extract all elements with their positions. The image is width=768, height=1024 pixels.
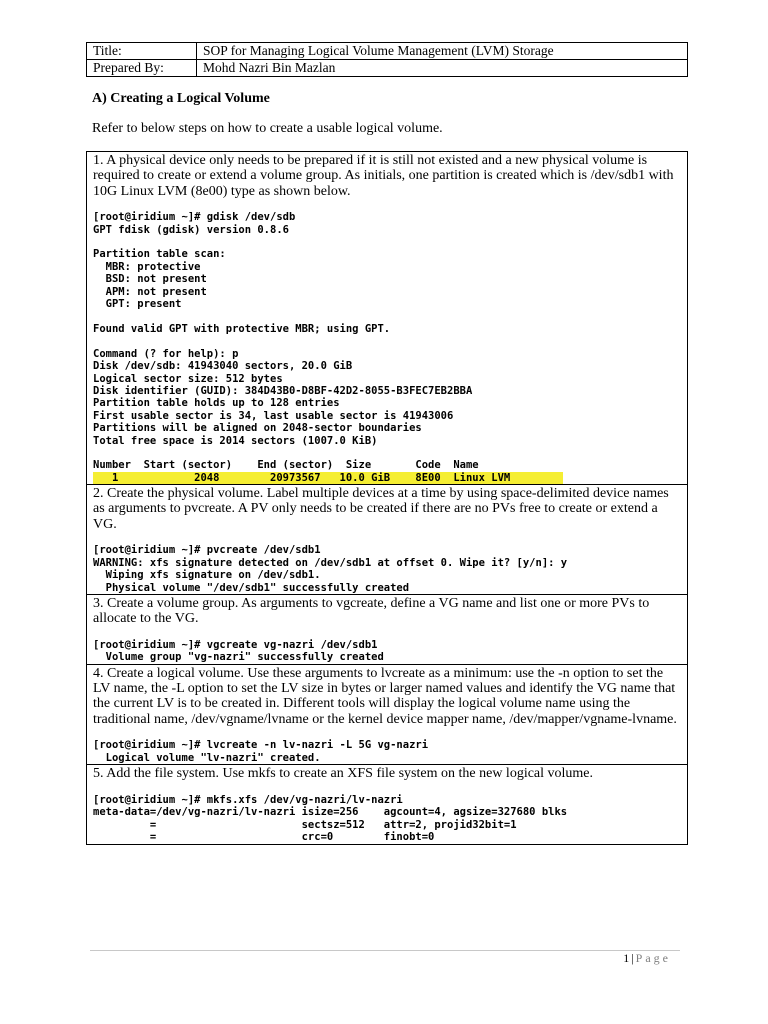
terminal-line bbox=[93, 360, 681, 372]
terminal-line-text: APM: not present bbox=[93, 285, 207, 298]
spacer bbox=[93, 199, 681, 211]
terminal-line bbox=[93, 261, 681, 273]
terminal-line-text: = crc=0 finobt=0 bbox=[93, 831, 435, 844]
spacer bbox=[93, 727, 681, 739]
page-footer bbox=[623, 951, 671, 966]
terminal-line bbox=[93, 397, 681, 409]
terminal-line bbox=[93, 410, 681, 422]
title-label: Title: bbox=[87, 43, 197, 60]
terminal-line bbox=[93, 248, 681, 260]
spacer bbox=[93, 782, 681, 794]
terminal-line-text: Disk identifier (GUID): 384D43B0-D8BF-42D2-8055-B3FEC7EB2BBA bbox=[93, 384, 473, 397]
terminal-line-text: Wiping xfs signature on /dev/sdb1. bbox=[93, 569, 321, 582]
footer-separator: | bbox=[631, 951, 634, 965]
terminal-line bbox=[93, 298, 681, 310]
terminal-output bbox=[93, 639, 681, 664]
terminal-output bbox=[93, 739, 681, 764]
terminal-line-text: meta-data=/dev/vg-nazri/lv-nazri isize=256 agcount=4, agsize=327680 blks bbox=[93, 806, 568, 819]
terminal-line-text: Disk /dev/sdb: 41943040 sectors, 20.0 GiB bbox=[93, 360, 353, 373]
terminal-line bbox=[93, 651, 681, 663]
terminal-line bbox=[93, 582, 681, 594]
terminal-line bbox=[93, 557, 681, 569]
title-value: SOP for Managing Logical Volume Management (LVM) Storage bbox=[197, 43, 688, 60]
terminal-line-text: Volume group "vg-nazri" successfully created bbox=[93, 651, 384, 664]
terminal-line bbox=[93, 273, 681, 285]
terminal-line-text: Physical volume "/dev/sdb1" successfully created bbox=[93, 581, 410, 594]
terminal-line-text: Partitions will be aligned on 2048-sector boundaries bbox=[93, 422, 422, 435]
terminal-line bbox=[93, 831, 681, 843]
terminal-line-text: GPT fdisk (gdisk) version 0.8.6 bbox=[93, 223, 289, 236]
terminal-line bbox=[93, 544, 681, 556]
terminal-line-text: [root@iridium ~]# vgcreate vg-nazri /dev/sdb1 bbox=[93, 639, 378, 652]
terminal-line bbox=[93, 739, 681, 751]
terminal-line bbox=[93, 211, 681, 223]
terminal-line bbox=[93, 335, 681, 347]
terminal-line bbox=[93, 569, 681, 581]
terminal-line bbox=[93, 806, 681, 818]
terminal-line bbox=[93, 435, 681, 447]
terminal-line-text: Number Start (sector) End (sector) Size Code Name bbox=[93, 459, 479, 472]
step-description: 2. Create the physical volume. Label multiple devices at a time by using space-delimited device names as arguments to pvcreate. A PV only needs to be created if there are no PVs free to create or extend a VG. bbox=[93, 486, 669, 532]
terminal-line-text: Found valid GPT with protective MBR; using GPT. bbox=[93, 322, 391, 335]
prepared-by-row bbox=[87, 60, 688, 77]
terminal-line bbox=[93, 236, 681, 248]
terminal-output bbox=[93, 211, 681, 484]
section-title: A) Creating a Logical Volume bbox=[92, 91, 270, 106]
step-3 bbox=[87, 594, 687, 664]
step-description: 3. Create a volume group. As arguments to vgcreate, define a VG name and list one or more PVs to allocate to the VG. bbox=[93, 596, 650, 627]
page-number: 1 bbox=[623, 951, 630, 965]
step-description: 5. Add the file system. Use mkfs to create an XFS file system on the new logical volume. bbox=[93, 766, 594, 782]
terminal-line-text: WARNING: xfs signature detected on /dev/sdb1 at offset 0. Wipe it? [y/n]: y bbox=[93, 556, 568, 569]
spacer bbox=[93, 627, 681, 639]
terminal-line-text: [root@iridium ~]# mkfs.xfs /dev/vg-nazri/lv-nazri bbox=[93, 793, 403, 806]
intro-text: Refer to below steps on how to create a usable logical volume. bbox=[92, 121, 443, 136]
prepared-by-value: Mohd Nazri Bin Mazlan bbox=[197, 60, 688, 77]
step-2 bbox=[87, 484, 687, 594]
terminal-line-text: [root@iridium ~]# gdisk /dev/sdb bbox=[93, 211, 296, 224]
document-header-table bbox=[86, 42, 688, 77]
terminal-line-text: Partition table holds up to 128 entries bbox=[93, 397, 340, 410]
step-description: 4. Create a logical volume. Use these arguments to lvcreate as a minimum: use the -n option to set the LV name, the -L option to set the LV size in bytes or larger named values and identify the VG name that the current LV is to be created in. Different tools will display the logical volume name using the traditional name, /dev/vgname/lvname or the kernel device mapper name, /dev/mapper/vgname-lvname. bbox=[93, 665, 677, 727]
step-5 bbox=[87, 764, 687, 843]
terminal-line bbox=[93, 385, 681, 397]
terminal-line bbox=[93, 422, 681, 434]
terminal-line bbox=[93, 311, 681, 323]
spacer bbox=[93, 532, 681, 544]
terminal-line bbox=[93, 348, 681, 360]
terminal-line bbox=[93, 639, 681, 651]
terminal-line bbox=[93, 459, 681, 471]
terminal-line-text: [root@iridium ~]# lvcreate -n lv-nazri -L 5G vg-nazri bbox=[93, 739, 429, 752]
terminal-line-text: = sectsz=512 attr=2, projid32bit=1 bbox=[93, 818, 517, 831]
terminal-line-text: Partition table scan: bbox=[93, 248, 226, 261]
terminal-output bbox=[93, 544, 681, 594]
terminal-line-text: Command (? for help): p bbox=[93, 347, 239, 360]
terminal-line-text: MBR: protective bbox=[93, 260, 201, 273]
terminal-line bbox=[93, 752, 681, 764]
terminal-line bbox=[93, 286, 681, 298]
terminal-line-text: BSD: not present bbox=[93, 273, 207, 286]
terminal-output bbox=[93, 794, 681, 844]
terminal-line bbox=[93, 323, 681, 335]
step-4 bbox=[87, 664, 687, 764]
terminal-line bbox=[93, 373, 681, 385]
steps-box bbox=[86, 151, 688, 845]
terminal-line bbox=[93, 224, 681, 236]
terminal-line bbox=[93, 819, 681, 831]
title-row bbox=[87, 43, 688, 60]
partition-highlight-row bbox=[93, 472, 681, 484]
terminal-line-text: First usable sector is 34, last usable sector is 41943006 bbox=[93, 409, 454, 422]
footer-divider bbox=[90, 950, 680, 951]
terminal-line-text: [root@iridium ~]# pvcreate /dev/sdb1 bbox=[93, 544, 321, 557]
terminal-line-text: GPT: present bbox=[93, 298, 182, 311]
terminal-line-text: Logical sector size: 512 bytes bbox=[93, 372, 283, 385]
prepared-by-label: Prepared By: bbox=[87, 60, 197, 77]
terminal-line bbox=[93, 447, 681, 459]
terminal-line bbox=[93, 794, 681, 806]
step-1 bbox=[87, 152, 687, 484]
terminal-line-text: 1 2048 20973567 10.0 GiB 8E00 Linux LVM bbox=[93, 472, 563, 484]
step-description: 1. A physical device only needs to be prepared if it is still not existed and a new physical volume is required to create or extend a volume group. As initials, one partition is created which is /dev/sdb1 with 10G Linux LVM (8e00) type as shown below. bbox=[93, 153, 674, 199]
terminal-line-text: Total free space is 2014 sectors (1007.0 KiB) bbox=[93, 434, 378, 447]
page-word: Page bbox=[635, 951, 671, 965]
terminal-line-text: Logical volume "lv-nazri" created. bbox=[93, 751, 321, 764]
